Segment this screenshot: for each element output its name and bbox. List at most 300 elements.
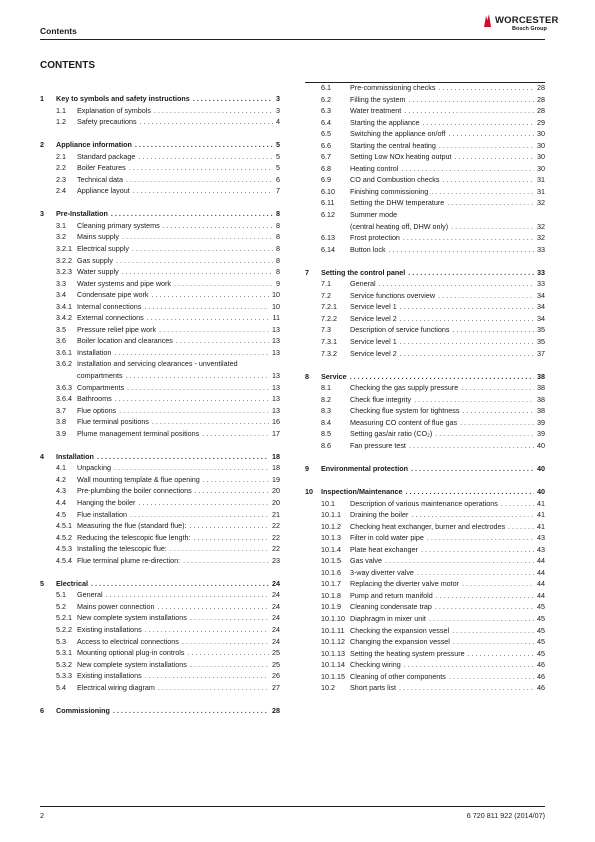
section-page: 8 — [276, 209, 280, 219]
entry-title: Mounting optional plug-in controls — [77, 648, 185, 658]
entry-title: Service level 1 — [350, 336, 397, 346]
entry-title: Starting the appliance — [350, 117, 420, 127]
entry-title-continued: compartments — [77, 371, 123, 381]
toc-entry[interactable] — [305, 428, 545, 440]
dot-leader — [113, 705, 269, 717]
toc-section — [305, 486, 545, 694]
entry-number: 6.4 — [321, 117, 331, 127]
dot-leader — [138, 497, 269, 509]
toc-entry[interactable] — [40, 555, 280, 567]
entry-number: 6.6 — [321, 140, 331, 150]
dot-leader — [152, 289, 269, 301]
entry-number: 3.4.1 — [56, 301, 72, 311]
entry-page: 24 — [272, 613, 280, 623]
entry-page: 45 — [537, 648, 545, 658]
entry-number: 6.2 — [321, 94, 331, 104]
toc-entry-continuation[interactable] — [305, 221, 545, 233]
toc-entry[interactable] — [305, 555, 545, 567]
entry-title: Service level 2 — [350, 348, 397, 358]
toc-entry[interactable] — [40, 312, 280, 324]
entry-page: 45 — [537, 637, 545, 647]
header-label: Contents — [40, 26, 77, 36]
entry-title: Condensate pipe work — [77, 290, 149, 300]
toc-entry[interactable] — [40, 601, 280, 613]
toc-entry[interactable] — [305, 590, 545, 602]
section-number: 5 — [40, 578, 44, 588]
toc-entry[interactable] — [40, 324, 280, 336]
dot-leader — [122, 231, 273, 243]
toc-section-heading[interactable] — [40, 139, 280, 151]
dot-leader — [405, 486, 534, 498]
entry-title: Service level 1 — [350, 302, 397, 312]
toc-entry[interactable] — [305, 186, 545, 198]
dot-leader — [126, 174, 273, 186]
entry-number: 8.4 — [321, 417, 331, 427]
entry-number: 4.5.3 — [56, 544, 72, 554]
toc-entry[interactable] — [40, 243, 280, 255]
entry-title: Flue installation — [77, 509, 127, 519]
toc-entry[interactable] — [305, 348, 545, 360]
entry-page: 18 — [272, 463, 280, 473]
entry-page: 27 — [272, 682, 280, 692]
toc-entry[interactable] — [305, 244, 545, 256]
toc-entry[interactable] — [305, 278, 545, 290]
entry-number: 6.14 — [321, 244, 335, 254]
entry-number: 6.1 — [321, 83, 331, 92]
entry-title: Measuring CO content of flue gas — [350, 417, 458, 427]
dot-leader — [400, 348, 534, 360]
entry-number: 10.1.3 — [321, 533, 341, 543]
toc-section-heading[interactable] — [305, 371, 545, 383]
entry-page: 16 — [272, 417, 280, 427]
entry-title: Installation — [77, 347, 112, 357]
entry-number: 4.5.2 — [56, 532, 72, 542]
dot-leader — [435, 601, 534, 613]
entry-title: Reducing the telescopic flue length: — [77, 532, 191, 542]
dot-leader — [455, 151, 535, 163]
toc-entry[interactable] — [305, 521, 545, 533]
section-title: Key to symbols and safety instructions — [56, 94, 190, 103]
toc-entry[interactable] — [305, 313, 545, 325]
toc-entry[interactable] — [305, 567, 545, 579]
toc-section — [305, 463, 545, 475]
section-number: 6 — [40, 705, 44, 715]
toc-entry[interactable] — [305, 671, 545, 683]
entry-number: 4.5 — [56, 509, 66, 519]
entry-page: 13 — [272, 405, 280, 415]
entry-title: Flue options — [77, 405, 117, 415]
toc-entry[interactable] — [40, 335, 280, 347]
section-title: Service — [321, 371, 347, 381]
entry-number: 6.9 — [321, 175, 331, 185]
dot-leader — [97, 451, 269, 463]
entry-page: 5 — [276, 163, 280, 173]
toc-section — [40, 93, 280, 128]
toc-entry[interactable] — [305, 578, 545, 590]
dot-leader — [133, 185, 273, 197]
toc-entry[interactable] — [40, 532, 280, 544]
dot-leader — [379, 278, 534, 290]
toc-entry[interactable] — [305, 290, 545, 302]
entry-page: 30 — [537, 140, 545, 150]
dot-leader — [163, 220, 273, 232]
toc-section — [40, 578, 280, 693]
entry-page: 8 — [276, 220, 280, 230]
entry-page: 4 — [276, 117, 280, 127]
toc-entry[interactable] — [305, 382, 545, 394]
logo-name: WORCESTER — [495, 15, 559, 26]
toc-section — [40, 139, 280, 197]
toc-entry[interactable] — [305, 151, 545, 163]
entry-number: 10.1.13 — [321, 648, 345, 658]
entry-number: 4.5.4 — [56, 555, 72, 565]
dot-leader — [115, 393, 269, 405]
entry-title: Unpacking — [77, 463, 111, 473]
entry-page: 35 — [537, 325, 545, 335]
toc-entry[interactable] — [305, 128, 545, 140]
dot-leader — [435, 428, 534, 440]
toc-entry[interactable] — [40, 520, 280, 532]
toc-entry[interactable] — [305, 682, 545, 694]
toc-entry[interactable] — [40, 358, 280, 370]
entry-title: Switching the appliance on/off — [350, 129, 446, 139]
entry-page: 24 — [272, 636, 280, 646]
toc-entry[interactable] — [305, 417, 545, 429]
toc-section-heading[interactable] — [40, 451, 280, 463]
entry-title: Existing installations — [77, 671, 142, 681]
entry-number: 10.2 — [321, 683, 335, 693]
entry-number: 4.3 — [56, 486, 66, 496]
entry-title: Frost protection — [350, 233, 400, 243]
footer-page-number: 2 — [40, 811, 44, 820]
entry-title: Checking the gas supply pressure — [350, 383, 459, 393]
toc-entry[interactable] — [305, 94, 545, 106]
entry-page: 13 — [272, 324, 280, 334]
toc-entry[interactable] — [40, 231, 280, 243]
toc-entry[interactable] — [305, 209, 545, 221]
entry-page: 25 — [272, 659, 280, 669]
entry-title: Heating control — [350, 163, 399, 173]
entry-title: Draining the boiler — [350, 510, 409, 520]
toc-entry[interactable] — [40, 462, 280, 474]
worcester-logo — [482, 13, 562, 37]
toc-entry[interactable] — [305, 405, 545, 417]
entry-number: 7.3.2 — [321, 348, 337, 358]
entry-page: 8 — [276, 232, 280, 242]
entry-page: 17 — [272, 428, 280, 438]
entry-title: Checking the expansion vessel — [350, 625, 450, 635]
section-page: 38 — [537, 371, 545, 381]
dot-leader — [443, 174, 535, 186]
entry-title-continued: (central heating off, DHW only) — [350, 221, 449, 231]
entry-page: 29 — [537, 117, 545, 127]
toc-entry[interactable] — [305, 82, 545, 94]
dot-leader — [439, 140, 534, 152]
toc-entry[interactable] — [40, 278, 280, 290]
toc-entry[interactable] — [305, 394, 545, 406]
entry-page: 5 — [276, 151, 280, 161]
section-page: 5 — [276, 140, 280, 150]
toc-entry[interactable] — [305, 648, 545, 660]
toc-entry[interactable] — [305, 498, 545, 510]
entry-title: Standard package — [77, 151, 136, 161]
entry-page: 13 — [272, 394, 280, 404]
entry-number: 3.4.2 — [56, 313, 72, 323]
dot-leader — [409, 94, 534, 106]
section-number: 10 — [305, 486, 313, 496]
toc-entry[interactable] — [40, 497, 280, 509]
dot-leader — [106, 589, 269, 601]
dot-leader — [187, 647, 269, 659]
toc-entry[interactable] — [305, 636, 545, 648]
entry-title: Mains supply — [77, 232, 119, 242]
entry-page: 31 — [537, 175, 545, 185]
toc-entry-continuation[interactable] — [40, 370, 280, 382]
section-page: 18 — [272, 451, 280, 461]
toc-entry[interactable] — [40, 636, 280, 648]
entry-number: 10.1.9 — [321, 602, 341, 612]
entry-page: 8 — [276, 267, 280, 277]
toc-entry[interactable] — [40, 670, 280, 682]
toc-entry[interactable] — [40, 162, 280, 174]
toc-entry[interactable] — [305, 232, 545, 244]
dot-leader — [411, 509, 534, 521]
toc-entry[interactable] — [305, 440, 545, 452]
toc-entry[interactable] — [305, 544, 545, 556]
toc-entry[interactable] — [305, 324, 545, 336]
section-title: Electrical — [56, 578, 88, 588]
entry-title: Fan pressure test — [350, 440, 406, 450]
entry-title: Summer mode — [350, 210, 398, 220]
dot-leader — [203, 474, 269, 486]
toc-entry[interactable] — [40, 301, 280, 313]
dot-leader — [111, 208, 273, 220]
toc-entry[interactable] — [305, 532, 545, 544]
entry-title: Cleaning primary systems — [77, 220, 160, 230]
toc-entry[interactable] — [40, 485, 280, 497]
section-number: 3 — [40, 209, 44, 219]
entry-title: Checking heat exchanger, burner and electrodes — [350, 521, 506, 531]
toc-entry[interactable] — [40, 174, 280, 186]
entry-number: 2.1 — [56, 151, 66, 161]
dot-leader — [423, 117, 534, 129]
entry-number: 5.3.2 — [56, 659, 72, 669]
toc-section-heading[interactable] — [40, 705, 280, 717]
toc-entry[interactable] — [305, 625, 545, 637]
toc-section-heading[interactable] — [40, 93, 280, 105]
entry-page: 22 — [272, 532, 280, 542]
entry-title: Button lock — [350, 244, 386, 254]
entry-number: 7.2.1 — [321, 302, 337, 312]
entry-page: 11 — [272, 313, 280, 323]
entry-page: 46 — [537, 671, 545, 681]
toc-entry[interactable] — [40, 428, 280, 440]
section-page: 24 — [272, 578, 280, 588]
dot-leader — [447, 197, 534, 209]
toc-entry[interactable] — [40, 220, 280, 232]
dot-leader — [460, 417, 534, 429]
entry-title: Boiler location and clearances — [77, 336, 173, 346]
entry-title: Gas valve — [350, 556, 382, 566]
entry-title: CO and Combustion checks — [350, 175, 440, 185]
entry-number: 3.6.4 — [56, 394, 72, 404]
toc-section-heading[interactable] — [40, 578, 280, 590]
entry-title: Pump and return manifold — [350, 590, 433, 600]
entry-title: Electrical wiring diagram — [77, 682, 155, 692]
section-title: Installation — [56, 451, 94, 461]
entry-number: 3.6.3 — [56, 382, 72, 392]
toc-entry[interactable] — [40, 382, 280, 394]
section-number: 8 — [305, 371, 309, 381]
toc-entry[interactable] — [305, 613, 545, 625]
entry-title: Boiler Features — [77, 163, 126, 173]
entry-page: 37 — [537, 348, 545, 358]
toc-entry[interactable] — [305, 301, 545, 313]
toc-entry[interactable] — [305, 105, 545, 117]
toc-entry[interactable] — [305, 174, 545, 186]
entry-page: 38 — [537, 406, 545, 416]
toc-entry[interactable] — [40, 105, 280, 117]
toc-entry[interactable] — [40, 543, 280, 555]
toc-entry[interactable] — [40, 289, 280, 301]
toc-entry[interactable] — [40, 116, 280, 128]
entry-number: 5.2.2 — [56, 624, 72, 634]
toc-entry[interactable] — [40, 151, 280, 163]
toc-entry[interactable] — [305, 336, 545, 348]
dot-leader — [417, 567, 534, 579]
dot-leader — [452, 324, 534, 336]
entry-number: 10.1.1 — [321, 510, 341, 520]
toc-entry[interactable] — [40, 347, 280, 359]
entry-page: 39 — [537, 417, 545, 427]
entry-number: 2.4 — [56, 186, 66, 196]
dot-leader — [138, 151, 273, 163]
dot-leader — [400, 301, 534, 313]
dot-leader — [452, 625, 534, 637]
entry-page: 44 — [537, 567, 545, 577]
entry-page: 10 — [272, 301, 280, 311]
toc-entry[interactable] — [305, 601, 545, 613]
toc-entry[interactable] — [40, 659, 280, 671]
toc-entry[interactable] — [305, 197, 545, 209]
section-title: Pre-Installation — [56, 209, 108, 219]
entry-page: 44 — [537, 579, 545, 589]
entry-title: Explanation of symbols — [77, 105, 151, 115]
entry-number: 3.5 — [56, 324, 66, 334]
entry-title: Wall mounting template & flue opening — [77, 474, 200, 484]
toc-section — [305, 371, 545, 452]
entry-title: Filter in cold water pipe — [350, 533, 424, 543]
entry-title: Service functions overview — [350, 290, 436, 300]
toc-entry[interactable] — [40, 405, 280, 417]
entry-number: 3.6 — [56, 336, 66, 346]
entry-page: 28 — [537, 106, 545, 116]
dot-leader — [127, 382, 269, 394]
toc-entry[interactable] — [305, 659, 545, 671]
toc-entry[interactable] — [40, 474, 280, 486]
entry-number: 6.10 — [321, 186, 335, 196]
dot-leader — [449, 671, 534, 683]
toc-section-heading[interactable] — [305, 486, 545, 498]
entry-number: 3.4 — [56, 290, 66, 300]
dot-leader — [154, 105, 273, 117]
toc-entry[interactable] — [40, 647, 280, 659]
toc-entry[interactable] — [40, 612, 280, 624]
toc-entry[interactable] — [305, 117, 545, 129]
dot-leader — [468, 648, 534, 660]
entry-number: 3.6.1 — [56, 347, 72, 357]
entry-number: 5.2.1 — [56, 613, 72, 623]
entry-number: 7.3.1 — [321, 336, 337, 346]
dot-leader — [462, 405, 534, 417]
entry-title: Measuring the flue (standard flue): — [77, 521, 187, 531]
toc-section-heading[interactable] — [305, 267, 545, 279]
dot-leader — [189, 520, 269, 532]
entry-number: 3.2.1 — [56, 244, 72, 254]
toc-entry[interactable] — [40, 589, 280, 601]
entry-page: 20 — [272, 498, 280, 507]
entry-page: 38 — [537, 383, 545, 393]
entry-title: Access to electrical connections — [77, 636, 179, 646]
dot-leader — [462, 578, 534, 590]
entry-number: 3.2.3 — [56, 267, 72, 277]
toc-entry[interactable] — [40, 393, 280, 405]
section-page: 40 — [537, 463, 545, 473]
toc-entry[interactable] — [40, 509, 280, 521]
toc-entry[interactable] — [40, 255, 280, 267]
entry-page: 34 — [537, 302, 545, 312]
section-title: Appliance information — [56, 140, 132, 150]
entry-title: Changing the expansion vessel — [350, 637, 450, 647]
entry-title: Flue terminal positions — [77, 417, 149, 427]
entry-page: 13 — [272, 336, 280, 346]
entry-number: 6.7 — [321, 152, 331, 162]
entry-title: Service level 2 — [350, 313, 397, 323]
footer-document-reference: 6 720 811 922 (2014/07) — [466, 811, 545, 820]
toc-entry[interactable] — [305, 509, 545, 521]
entry-page: 39 — [537, 429, 545, 439]
section-title: Environmental protection — [321, 463, 409, 473]
toc-entry[interactable] — [40, 682, 280, 694]
entry-title: Mains power connection — [77, 601, 155, 611]
entry-title: Internal connections — [77, 301, 142, 311]
toc-entry[interactable] — [40, 624, 280, 636]
entry-number: 4.2 — [56, 474, 66, 484]
toc-entry[interactable] — [305, 163, 545, 175]
dot-leader — [183, 555, 269, 567]
entry-page: 3 — [276, 105, 280, 115]
entry-page: 31 — [537, 186, 545, 196]
dot-leader — [401, 163, 534, 175]
toc-entry[interactable] — [40, 416, 280, 428]
section-page: 3 — [276, 94, 280, 103]
toc-entry[interactable] — [40, 185, 280, 197]
toc-right-column — [305, 82, 545, 705]
toc-section-heading[interactable] — [305, 463, 545, 475]
section-page: 33 — [537, 267, 545, 277]
toc-entry[interactable] — [305, 140, 545, 152]
entry-number: 5.3.1 — [56, 648, 72, 658]
entry-number: 10.1.12 — [321, 637, 345, 647]
dot-leader — [193, 93, 273, 105]
entry-number: 7.1 — [321, 279, 331, 289]
toc-section-heading[interactable] — [40, 208, 280, 220]
dot-leader — [145, 624, 269, 636]
entry-number: 3.7 — [56, 405, 66, 415]
entry-title: Setting Low NOx heating output — [350, 152, 452, 162]
entry-title: Plume management terminal positions — [77, 428, 200, 438]
toc-entry[interactable] — [40, 266, 280, 278]
